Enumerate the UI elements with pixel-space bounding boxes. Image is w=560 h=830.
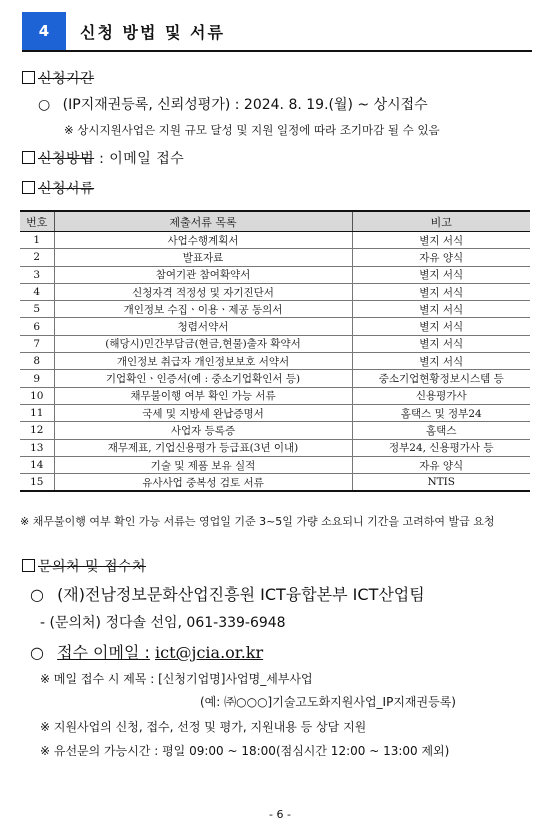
row-number: 4 (20, 283, 54, 300)
row-document: 기업확인ㆍ인증서(예 : 중소기업확인서 등) (54, 370, 352, 387)
row-number: 8 (20, 353, 54, 370)
row-number: 5 (20, 301, 54, 318)
checkbox-square-icon (22, 559, 35, 572)
row-document: 사업자 등록증 (54, 422, 352, 439)
row-number: 9 (20, 370, 54, 387)
column-header-remark: 비고 (352, 211, 530, 232)
table-row (20, 283, 530, 300)
row-number: 15 (20, 474, 54, 492)
email-link[interactable]: ict@jcia.or.kr (155, 643, 264, 662)
contact-email-line (30, 640, 263, 663)
contact-note: ※ 유선문의 가능시간 : 평일 09:00 ~ 18:00(점심시간 12:00 ~ 13:00 제외) (40, 744, 450, 758)
contact-note: ※ 지원사업의 신청, 접수, 선정 및 평가, 지원내용 등 상담 지원 (40, 720, 367, 734)
table-row (20, 301, 530, 318)
checkbox-square-icon (22, 151, 35, 164)
row-number: 6 (20, 318, 54, 335)
email-label: 접수 이메일 : (57, 643, 150, 662)
table-row (20, 232, 530, 249)
table-row (20, 439, 530, 456)
row-number: 11 (20, 404, 54, 421)
row-document: 발표자료 (54, 249, 352, 266)
bullet-circle-icon: ○ (30, 643, 44, 662)
table-row (20, 266, 530, 283)
bullet-circle-icon: ○ (30, 585, 44, 604)
row-document: 유사사업 중복성 검토 서류 (54, 474, 352, 492)
row-number: 14 (20, 456, 54, 473)
header-divider (22, 50, 532, 52)
row-remark: 중소기업현황정보시스템 등 (352, 370, 530, 387)
table-row (20, 474, 530, 492)
section-number-badge: 4 (22, 12, 66, 50)
section-title: 신청 방법 및 서류 (80, 22, 225, 42)
table-row (20, 353, 530, 370)
contact-heading (22, 556, 146, 576)
documents-heading (22, 178, 94, 198)
contact-note: (예: ㈜○○○]기술고도화지원사업_IP지재권등록) (200, 695, 456, 709)
row-document: 기술 및 제품 보유 실적 (54, 456, 352, 473)
row-number: 3 (20, 266, 54, 283)
contact-person: - (문의처) 정다솔 선임, 061-339-6948 (40, 615, 286, 631)
row-remark: NTIS (352, 474, 530, 492)
bullet-circle-icon: ○ (38, 97, 51, 113)
period-line (38, 94, 428, 114)
row-remark: 자유 양식 (352, 456, 530, 473)
table-row (20, 456, 530, 473)
row-remark: 신용평가사 (352, 387, 530, 404)
contact-title: 문의처 및 접수처 (38, 559, 147, 575)
period-text: (IP지재권등록, 신뢰성평가) : 2024. 8. 19.(월) ~ 상시접수 (62, 97, 428, 113)
table-row (20, 387, 530, 404)
table-header-row (20, 211, 530, 232)
row-remark: 별지 서식 (352, 232, 530, 249)
row-document: 채무불이행 여부 확인 가능 서류 (54, 387, 352, 404)
checkbox-square-icon (22, 181, 35, 194)
period-title: 신청기간 (38, 71, 95, 87)
checkbox-square-icon (22, 71, 35, 84)
contact-org-line (30, 582, 425, 605)
row-remark: 별지 서식 (352, 301, 530, 318)
row-document: 사업수행계획서 (54, 232, 352, 249)
page-number: - 6 - (269, 808, 291, 821)
row-document: 개인정보 취급자 개인정보보호 서약서 (54, 353, 352, 370)
row-document: 재무제표, 기업신용평가 등급표(3년 이내) (54, 439, 352, 456)
row-document: (해당시)민간부담금(현금,현물)출자 확약서 (54, 335, 352, 352)
method-heading (22, 148, 184, 168)
row-remark: 홈택스 및 정부24 (352, 404, 530, 421)
row-document: 국세 및 지방세 완납증명서 (54, 404, 352, 421)
row-remark: 홈택스 (352, 422, 530, 439)
row-document: 신청자격 적정성 및 자기진단서 (54, 283, 352, 300)
section-header (22, 12, 532, 50)
documents-title: 신청서류 (38, 181, 95, 197)
row-document: 개인정보 수집ㆍ이용ㆍ제공 동의서 (54, 301, 352, 318)
table-row (20, 335, 530, 352)
row-number: 7 (20, 335, 54, 352)
table-row (20, 318, 530, 335)
row-remark: 별지 서식 (352, 283, 530, 300)
row-remark: 별지 서식 (352, 335, 530, 352)
table-row (20, 370, 530, 387)
table-row (20, 404, 530, 421)
contact-note: ※ 메일 접수 시 제목 : [신청기업명]사업명_세부사업 (40, 672, 313, 686)
table-row (20, 249, 530, 266)
row-remark: 자유 양식 (352, 249, 530, 266)
period-heading (22, 68, 94, 88)
documents-footnote: ※ 채무불이행 여부 확인 가능 서류는 영업일 기준 3~5일 가량 소요되니 기간을 고려하여 발급 요청 (20, 515, 495, 528)
method-text: : 이메일 접수 (99, 151, 185, 167)
method-title: 신청방법 (38, 151, 95, 167)
row-number: 12 (20, 422, 54, 439)
row-document: 참여기관 참여확약서 (54, 266, 352, 283)
row-number: 13 (20, 439, 54, 456)
row-document: 청렴서약서 (54, 318, 352, 335)
row-remark: 별지 서식 (352, 353, 530, 370)
row-remark: 별지 서식 (352, 266, 530, 283)
contact-org: (재)전남정보문화산업진흥원 ICT융합본부 ICT산업팀 (57, 585, 425, 604)
row-number: 2 (20, 249, 54, 266)
column-header-document: 제출서류 목록 (54, 211, 352, 232)
row-remark: 정부24, 신용평가사 등 (352, 439, 530, 456)
row-number: 10 (20, 387, 54, 404)
table-row (20, 422, 530, 439)
row-remark: 별지 서식 (352, 318, 530, 335)
documents-table (20, 210, 530, 492)
row-number: 1 (20, 232, 54, 249)
column-header-number: 번호 (20, 211, 54, 232)
period-note: ※ 상시지원사업은 지원 규모 달성 및 지원 일정에 따라 조기마감 될 수 있음 (64, 123, 440, 137)
